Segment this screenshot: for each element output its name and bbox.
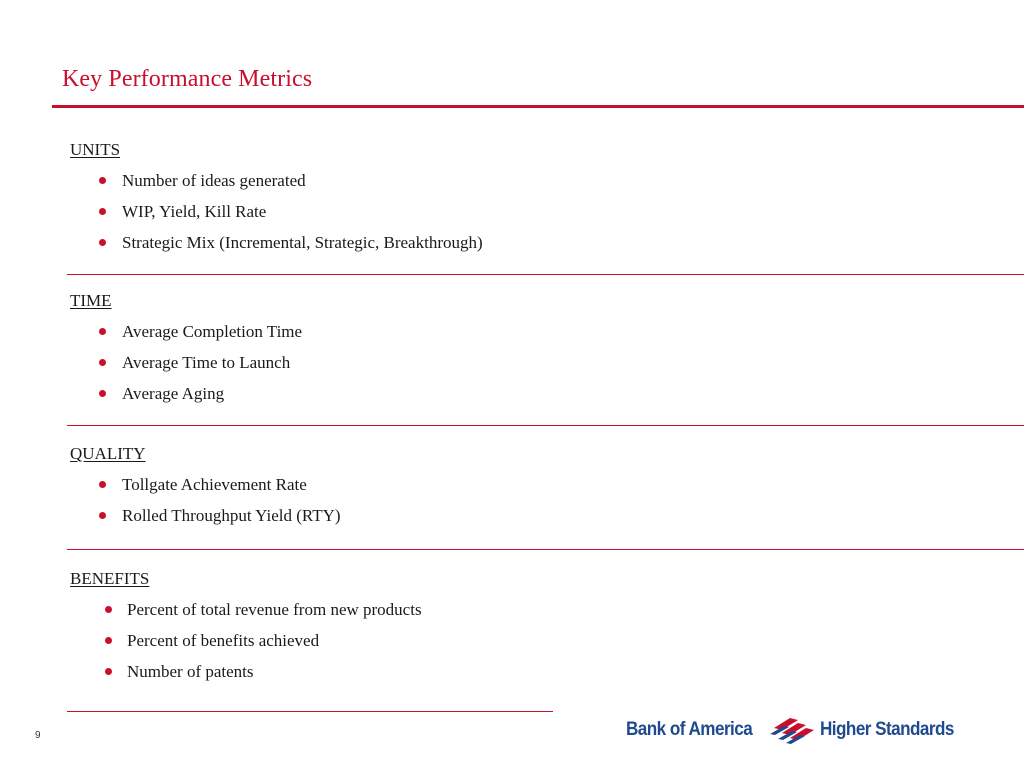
time-list (70, 322, 302, 404)
bullet-icon (99, 208, 106, 215)
list-item: Percent of benefits achieved (70, 631, 422, 651)
list-item: Average Completion Time (70, 322, 302, 342)
section-heading-quality: QUALITY (70, 444, 146, 463)
list-item: Rolled Throughput Yield (RTY) (70, 506, 341, 526)
bullet-icon (99, 177, 106, 184)
list-item: Percent of total revenue from new products (70, 600, 422, 620)
logo-tagline-text: Higher Standards (820, 719, 954, 740)
page-number: 9 (35, 730, 41, 741)
list-item: Average Time to Launch (70, 353, 302, 373)
section-divider (67, 425, 1024, 426)
benefits-list (70, 600, 422, 682)
bullet-icon (105, 606, 112, 613)
units-list (70, 171, 483, 253)
title-divider (52, 105, 1024, 108)
bullet-icon (99, 512, 106, 519)
bullet-icon (99, 239, 106, 246)
page-title: Key Performance Metrics (62, 66, 313, 92)
list-item: Number of patents (70, 662, 422, 682)
section-heading-benefits: BENEFITS (70, 569, 150, 588)
section-divider (67, 549, 1024, 550)
list-item: WIP, Yield, Kill Rate (70, 202, 483, 222)
list-item: Number of ideas generated (70, 171, 483, 191)
bullet-icon (99, 390, 106, 397)
section-divider (67, 274, 1024, 275)
quality-list (70, 475, 341, 526)
section-heading-time: TIME (70, 291, 112, 310)
section-quality (70, 444, 341, 526)
section-benefits (70, 569, 422, 682)
list-item: Average Aging (70, 384, 302, 404)
list-item: Tollgate Achievement Rate (70, 475, 341, 495)
bullet-icon (99, 481, 106, 488)
bullet-icon (105, 668, 112, 675)
bullet-icon (105, 637, 112, 644)
section-time (70, 291, 302, 404)
list-item: Strategic Mix (Incremental, Strategic, Breakthrough) (70, 233, 483, 253)
logo-brand-text: Bank of America (626, 719, 753, 740)
bullet-icon (99, 328, 106, 335)
bullet-icon (99, 359, 106, 366)
flagscape-icon (768, 716, 816, 744)
section-units (70, 140, 483, 253)
section-heading-units: UNITS (70, 140, 121, 159)
section-divider (67, 711, 553, 712)
